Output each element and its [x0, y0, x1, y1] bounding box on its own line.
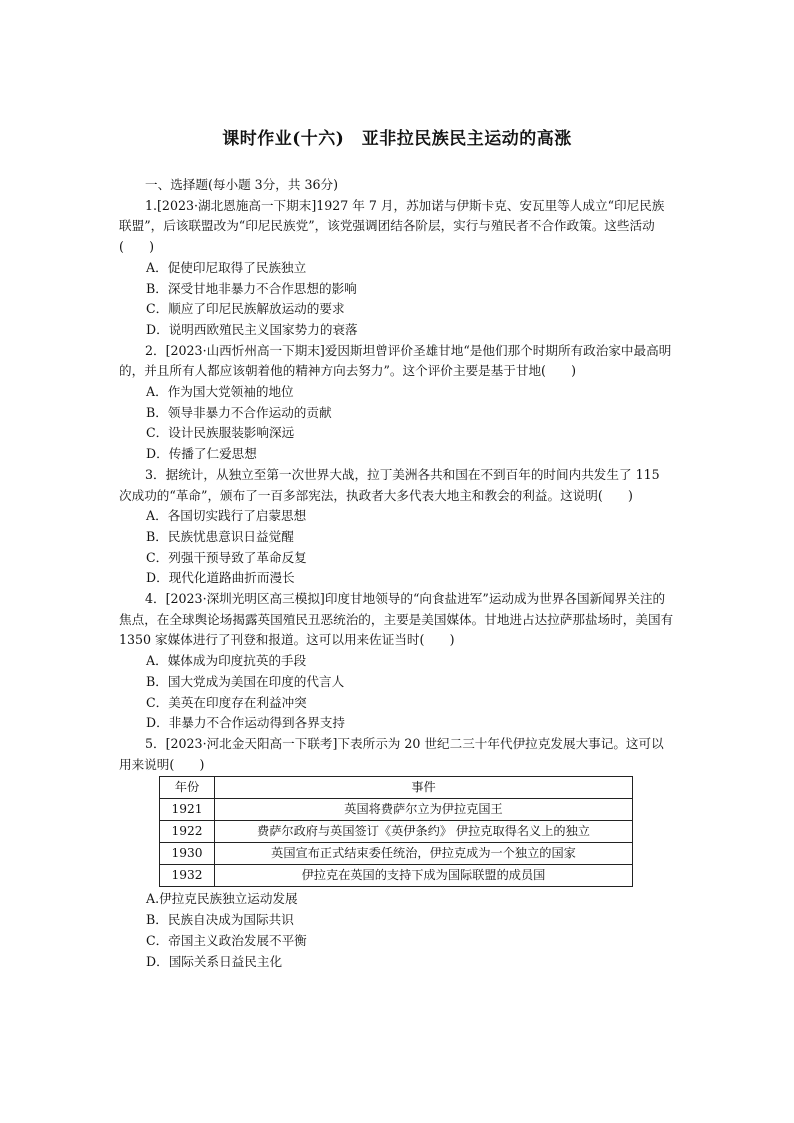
table-cell-event: 英国将费萨尔立为伊拉克国王 — [215, 799, 633, 821]
option-a: A．各国切实践行了启蒙思想 — [146, 508, 307, 524]
option-d: D．说明西欧殖民主义国家势力的衰落 — [146, 321, 358, 337]
question-3 — [119, 465, 675, 589]
table-cell-year: 1922 — [160, 821, 215, 843]
option-a: A．促使印尼取得了民族独立 — [146, 259, 307, 275]
question-5 — [119, 734, 675, 972]
table-row — [160, 843, 633, 865]
question-1 — [119, 196, 675, 341]
option-c: C．顺应了印尼民族解放运动的要求 — [146, 301, 345, 317]
option-c: C．列强干预导致了革命反复 — [146, 549, 307, 565]
option-c: C．美英在印度存在利益冲突 — [146, 694, 307, 710]
table-cell-year: 1921 — [160, 799, 215, 821]
question-2 — [119, 341, 675, 465]
table-row — [160, 821, 633, 843]
table-cell-event: 英国宣布正式结束委任统治，伊拉克成为一个独立的国家 — [215, 843, 633, 865]
section-heading: 一、选择题(每小题 3分，共 36分) — [145, 177, 338, 192]
option-c: C．设计民族服装影响深远 — [146, 425, 295, 441]
page-title: 课时作业(十六) 亚非拉民族民主运动的高涨 — [222, 129, 572, 149]
option-b: B．国大党成为美国在印度的代言人 — [146, 673, 345, 689]
table-cell-year: 1932 — [160, 865, 215, 887]
table-cell-event: 费萨尔政府与英国签订《英伊条约》 伊拉克取得名义上的独立 — [215, 821, 633, 843]
table-header-row — [160, 777, 633, 799]
option-b: B．深受甘地非暴力不合作思想的影响 — [146, 280, 357, 296]
option-b: B．民族自决成为国际共识 — [146, 912, 294, 928]
question-stem: 3．据统计，从独立至第一次世界大战，拉丁美洲各共和国在不到百年的时间内共发生了 115 次成功的“革命”，颁布了一百多部宪法，执政者大多代表大地主和教会的利益。这说明( ) — [119, 466, 660, 503]
table-cell-event: 伊拉克在英国的支持下成为国际联盟的成员国 — [215, 865, 633, 887]
option-a: A．媒体成为印度抗英的手段 — [146, 653, 307, 669]
events-table — [159, 776, 633, 887]
column-header-year: 年份 — [160, 777, 215, 799]
table-row — [160, 799, 633, 821]
question-stem: 4．[2023·深圳光明区高三模拟]印度甘地领导的“向食盐进军”运动成为世界各国新闻界关注的焦点，在全球舆论场揭露英国殖民丑恶统治的，主要是美国媒体。甘地进占达拉萨那盐场时，美国有 1350 家媒体进行了刊登和报道。这可以用来佐证当时( ) — [119, 591, 674, 648]
option-b: B．民族忧患意识日益觉醒 — [146, 528, 294, 544]
table-cell-year: 1930 — [160, 843, 215, 865]
question-stem: 1.[2023·湖北恩施高一下期末]1927 年 7 月，苏加诺与伊斯卡克、安瓦里等人成立“印尼民族联盟”，后该联盟改为“印尼民族党”，该党强调团结各阶层，实行与殖民者不合作政策。这些活动( ) — [119, 197, 665, 255]
option-b: B．领导非暴力不合作运动的贡献 — [146, 404, 332, 420]
question-stem: 2．[2023·山西忻州高一下期末]爱因斯坦曾评价圣雄甘地“是他们那个时期所有政治家中最高明的，并且所有人都应该朝着他的精神方向去努力”。这个评价主要是基于甘地( ) — [119, 342, 672, 379]
table-row — [160, 865, 633, 887]
option-d: D．非暴力不合作运动得到各界支持 — [146, 715, 346, 731]
column-header-event: 事件 — [215, 777, 633, 799]
option-a: A.伊拉克民族独立运动发展 — [146, 891, 298, 907]
option-d: D．传播了仁爱思想 — [146, 446, 257, 462]
option-d: D．国际关系日益民主化 — [146, 953, 283, 969]
option-c: C．帝国主义政治发展不平衡 — [146, 932, 307, 948]
question-stem: 5．[2023·河北金天阳高一下联考]下表所示为 20 世纪二三十年代伊拉克发展大事记。这可以用来说明( ) — [119, 735, 664, 772]
question-4 — [119, 589, 675, 734]
option-a: A．作为国大党领袖的地位 — [146, 384, 294, 400]
option-d: D．现代化道路曲折而漫长 — [146, 570, 295, 586]
worksheet-content — [119, 175, 675, 972]
